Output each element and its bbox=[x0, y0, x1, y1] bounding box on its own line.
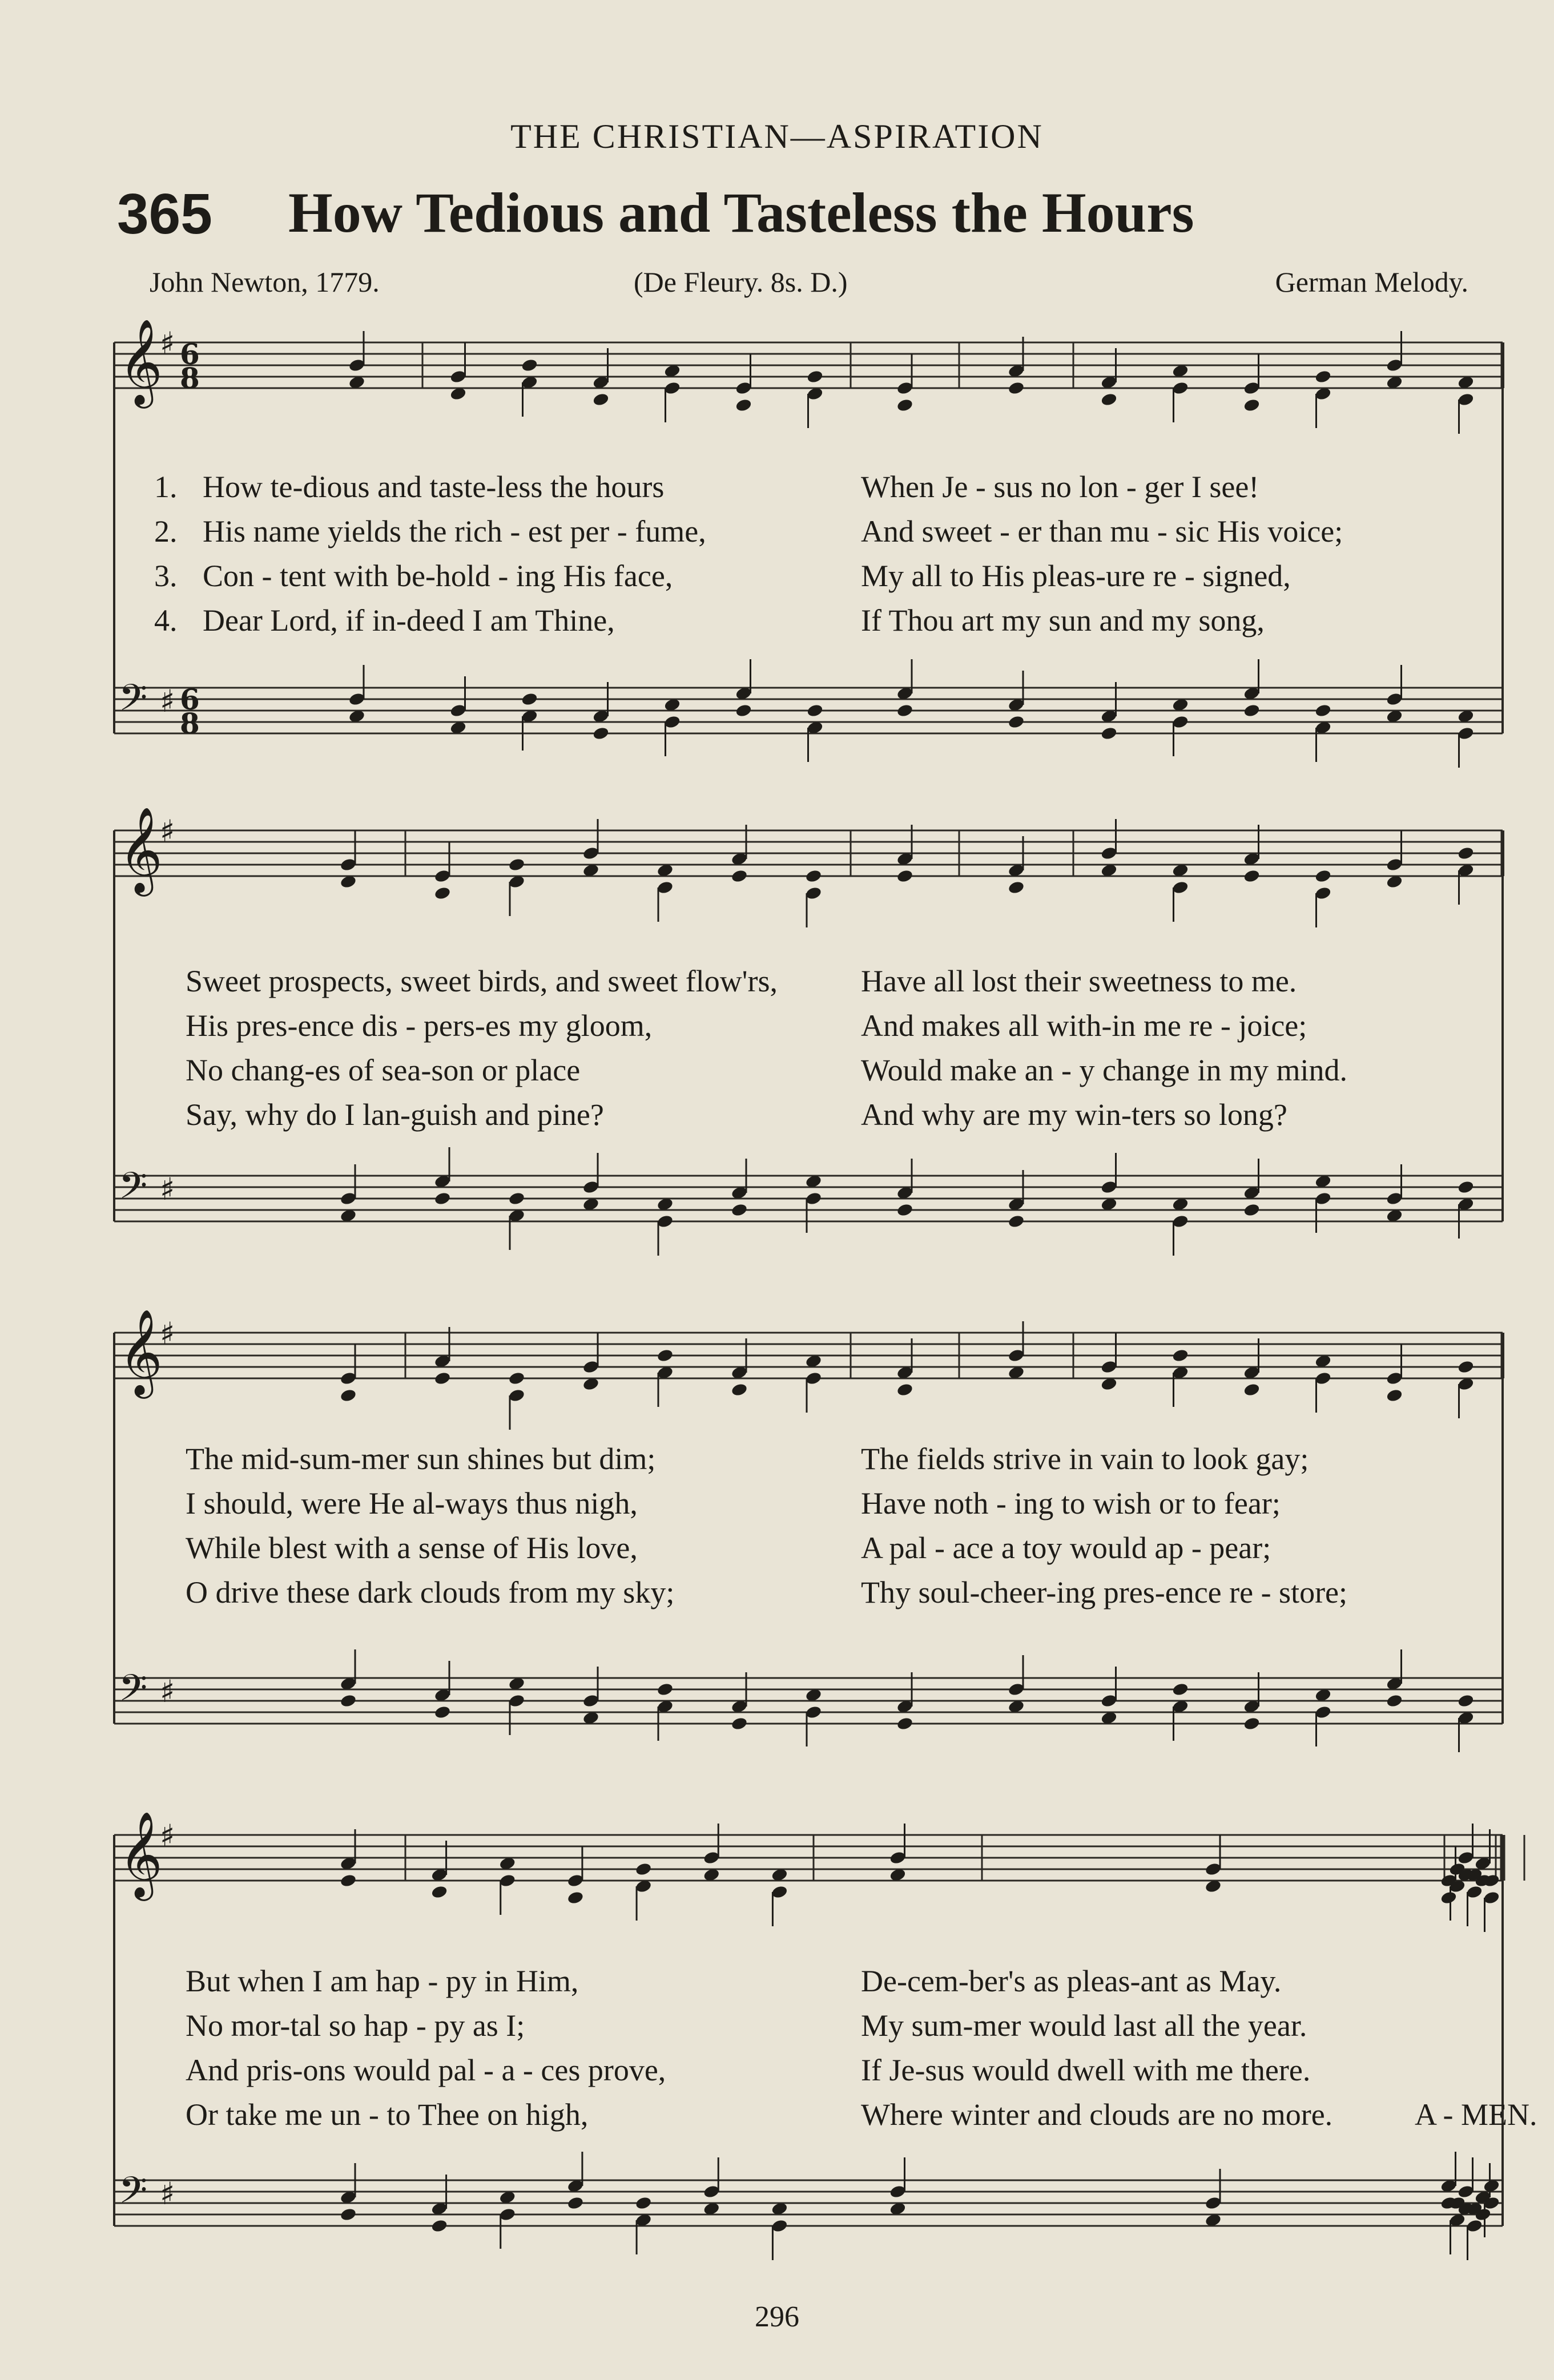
note-head bbox=[735, 398, 752, 413]
note-head bbox=[434, 886, 452, 901]
verse-number: 4. bbox=[154, 603, 178, 638]
note-head bbox=[896, 703, 914, 718]
note-head bbox=[340, 1388, 357, 1403]
lyric-phrase-first-half: No chang-es of sea-son or place bbox=[186, 1053, 581, 1087]
note-head bbox=[896, 1382, 914, 1397]
bass-clef-icon: 𝄢 bbox=[119, 1667, 148, 1719]
note-head bbox=[1243, 398, 1261, 413]
note-head bbox=[592, 726, 610, 741]
hymn-title: How Tedious and Tasteless the Hours bbox=[288, 181, 1194, 244]
note-head bbox=[896, 1716, 914, 1731]
lyric-phrase-second-half: If Je-sus would dwell with me there. bbox=[861, 2053, 1311, 2087]
note-head bbox=[1457, 1360, 1475, 1374]
note-head bbox=[806, 369, 824, 384]
key-signature-sharp-icon: ♯ bbox=[160, 813, 175, 849]
note-head bbox=[731, 869, 748, 884]
note-head bbox=[340, 1693, 357, 1708]
note-head bbox=[434, 1191, 452, 1206]
lyric-phrase-second-half: My sum-mer would last all the year. bbox=[861, 2008, 1307, 2043]
lyric-phrase-first-half: I should, were He al-ways thus nigh, bbox=[186, 1486, 638, 1520]
lyric-phrase-first-half: Say, why do I lan-guish and pine? bbox=[186, 1098, 604, 1132]
lyric-phrase-second-half: And why are my win-ters so long? bbox=[861, 1098, 1287, 1132]
note-head bbox=[508, 857, 526, 872]
lyric-phrase-first-half: No mor-tal so hap - py as I; bbox=[186, 2008, 525, 2043]
note-head bbox=[1008, 381, 1025, 396]
note-head bbox=[1243, 703, 1261, 718]
note-head bbox=[1243, 869, 1261, 884]
note-head bbox=[1314, 369, 1332, 384]
note-head bbox=[521, 358, 538, 373]
note-head bbox=[635, 2196, 653, 2210]
lyric-phrase-first-half: Con - tent with be-hold - ing His face, bbox=[203, 559, 673, 593]
key-signature-sharp-icon: ♯ bbox=[160, 325, 175, 361]
note-head bbox=[896, 869, 914, 884]
note-head bbox=[434, 1371, 452, 1386]
note-head bbox=[508, 1191, 526, 1206]
note-head bbox=[806, 703, 824, 718]
bass-clef-icon: 𝄢 bbox=[119, 677, 148, 728]
treble-clef-icon: 𝄞 bbox=[119, 806, 163, 893]
lyric-phrase-second-half: Have noth - ing to wish or to fear; bbox=[861, 1486, 1281, 1520]
lyric-phrase-second-half: If Thou art my sun and my song, bbox=[861, 603, 1265, 638]
note-head bbox=[1440, 1890, 1458, 1905]
note-head bbox=[1386, 1693, 1403, 1708]
lyric-phrase-second-half: A pal - ace a toy would ap - pear; bbox=[861, 1531, 1271, 1565]
hymn-number: 365 bbox=[117, 182, 212, 246]
lyric-phrase-second-half: And makes all with-in me re - joice; bbox=[861, 1009, 1307, 1043]
note-head bbox=[735, 703, 752, 718]
note-head bbox=[567, 1890, 585, 1905]
key-signature-sharp-icon: ♯ bbox=[160, 1316, 175, 1352]
lyric-phrase-first-half: How te-dious and taste-less the hours bbox=[203, 470, 665, 504]
note-head bbox=[1457, 846, 1475, 861]
note-head bbox=[805, 869, 823, 884]
note-head bbox=[896, 1203, 914, 1217]
lyric-phrase-second-half: When Je - sus no lon - ger I see! bbox=[861, 470, 1259, 504]
note-head bbox=[592, 392, 610, 407]
note-head bbox=[1314, 869, 1332, 884]
note-head bbox=[508, 1371, 526, 1386]
note-head bbox=[731, 1382, 748, 1397]
treble-clef-icon: 𝄞 bbox=[119, 318, 163, 405]
lyric-phrase-first-half: His pres-ence dis - pers-es my gloom, bbox=[186, 1009, 653, 1043]
treble-clef-icon: 𝄞 bbox=[119, 1810, 163, 1897]
lyric-phrase-first-half: While blest with a sense of His love, bbox=[186, 1531, 638, 1565]
lyric-phrase-second-half: The fields strive in vain to look gay; bbox=[861, 1442, 1309, 1476]
note-head bbox=[635, 1862, 653, 1877]
section-header: THE CHRISTIAN—ASPIRATION bbox=[510, 118, 1044, 155]
key-signature-sharp-icon: ♯ bbox=[160, 1673, 175, 1709]
lyric-phrase-second-half: Have all lost their sweetness to me. bbox=[861, 964, 1297, 998]
lyric-phrase-first-half: Dear Lord, if in-deed I am Thine, bbox=[203, 603, 615, 638]
author-credit: John Newton, 1779. bbox=[150, 266, 380, 298]
note-head bbox=[1171, 1682, 1189, 1697]
lyric-phrase-first-half: O drive these dark clouds from my sky; bbox=[186, 1575, 675, 1609]
lyric-phrase-second-half: Thy soul-cheer-ing pres-ence re - store; bbox=[861, 1575, 1348, 1609]
note-head bbox=[1243, 1716, 1261, 1731]
lyric-phrase-first-half: The mid-sum-mer sun shines but dim; bbox=[186, 1442, 656, 1476]
verse-number: 2. bbox=[154, 514, 178, 548]
note-head bbox=[340, 1873, 357, 1888]
lyric-phrase-first-half: Or take me un - to Thee on high, bbox=[186, 2097, 589, 2132]
tune-meter: (De Fleury. 8s. D.) bbox=[634, 266, 848, 298]
note-head bbox=[1457, 1693, 1475, 1708]
note-head bbox=[1171, 1348, 1189, 1363]
verse-number: 3. bbox=[154, 559, 178, 593]
lyric-phrase-first-half: But when I am hap - py in Him, bbox=[186, 1964, 579, 1998]
time-signature-bottom: 8 bbox=[180, 361, 200, 395]
key-signature-sharp-icon: ♯ bbox=[160, 2176, 175, 2212]
amen-text: A - MEN. bbox=[1415, 2097, 1537, 2132]
note-head bbox=[1243, 1382, 1261, 1397]
key-signature-sharp-icon: ♯ bbox=[160, 1171, 175, 1207]
note-head bbox=[657, 1348, 674, 1363]
note-head bbox=[1100, 726, 1118, 741]
note-head bbox=[521, 692, 538, 707]
lyric-phrase-first-half: Sweet prospects, sweet birds, and sweet flow'rs, bbox=[186, 964, 778, 998]
note-head bbox=[567, 2196, 585, 2210]
lyric-phrase-first-half: And pris-ons would pal - a - ces prove, bbox=[186, 2053, 666, 2087]
page-number: 296 bbox=[755, 2301, 799, 2333]
note-head bbox=[1008, 715, 1025, 729]
composer-credit: German Melody. bbox=[1275, 266, 1468, 298]
bass-clef-icon: 𝄢 bbox=[119, 1165, 148, 1216]
note-head bbox=[1243, 1203, 1261, 1217]
note-head bbox=[434, 1705, 452, 1720]
verse-number: 1. bbox=[154, 470, 178, 504]
treble-clef-icon: 𝄞 bbox=[119, 1308, 163, 1395]
note-head bbox=[430, 1885, 448, 1899]
key-signature-sharp-icon: ♯ bbox=[160, 683, 175, 719]
note-head bbox=[1008, 1214, 1025, 1229]
time-signature-bottom: 8 bbox=[180, 707, 200, 740]
note-head bbox=[731, 1203, 748, 1217]
note-head bbox=[1386, 1388, 1403, 1403]
note-head bbox=[896, 398, 914, 413]
time-signature-top: 6 bbox=[180, 683, 200, 716]
note-head bbox=[1457, 1180, 1475, 1195]
time-signature-top: 6 bbox=[180, 337, 200, 371]
key-signature-sharp-icon: ♯ bbox=[160, 1818, 175, 1854]
lyric-phrase-second-half: Where winter and clouds are no more. bbox=[861, 2097, 1333, 2132]
note-head bbox=[657, 1682, 674, 1697]
lyric-phrase-second-half: My all to His pleas-ure re - signed, bbox=[861, 559, 1291, 593]
note-head bbox=[731, 1716, 748, 1731]
note-head bbox=[1100, 392, 1118, 407]
lyric-phrase-second-half: Would make an - y change in my mind. bbox=[861, 1053, 1347, 1087]
lyric-phrase-second-half: De-cem-ber's as pleas-ant as May. bbox=[861, 1964, 1282, 1998]
lyric-phrase-second-half: And sweet - er than mu - sic His voice; bbox=[861, 514, 1343, 548]
lyric-phrase-first-half: His name yields the rich - est per - fume, bbox=[203, 514, 706, 548]
note-head bbox=[1314, 703, 1332, 718]
note-head bbox=[430, 2218, 448, 2233]
note-head bbox=[340, 2207, 357, 2222]
note-head bbox=[1008, 880, 1025, 895]
bass-clef-icon: 𝄢 bbox=[119, 2169, 148, 2221]
